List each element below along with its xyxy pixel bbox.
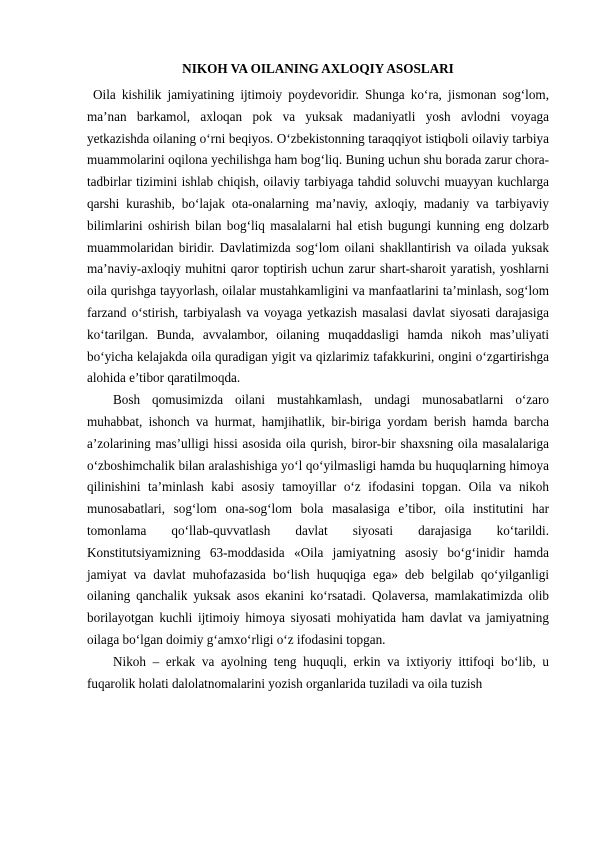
- paragraph-2: Bosh qomusimizda oilani mustahkamlash, undagi munosabatlarni o‘zaro muhabbat, ishonch va hurmat, hamjihatlik, bir-biriga yordam berish hamda barcha a’zolarining mas’ulligi hissi asosida oila qurish, biror-bir shaxsning oila masalalariga o‘zboshimchalik bilan aralashishiga yo‘l qo‘yilmasligi hamda bu huquqlarning himoya qilinishini ta’minlash kabi asosiy tamoyillar o‘z ifodasini topgan. Oila va nikoh munosabatlari, sog‘lom ona-sog‘lom bola masalasiga e’tibor, oila institutini har tomonlama qo‘llab-quvvatlash davlat siyosati darajasiga ko‘tarildi. Konstitutsiyamizning 63-moddasida «Oila jamiyatning asosiy bo‘g‘inidir hamda jamiyat va davlat muhofazasida bo‘lish huquqiga ega» deb belgilab qo‘yilganligi oilaning qanchalik yuksak asos ekanini ko‘rsatadi. Qolaversa, mamlakatimizda olib borilayotgan kuchli ijtimoiy himoya siyosati mohiyatida ham davlat va jamiyatning oilaga bo‘lgan doimiy g‘amxo‘rligi o‘z ifodasini topgan.: [87, 392, 549, 647]
- document-title: NIKOH VA OILANING AXLOQIY ASOSLARI: [182, 61, 454, 76]
- paragraph-3: Nikoh – erkak va ayolning teng huquqli, erkin va ixtiyoriy ittifoqi bo‘lib, u fuqarolik holati dalolatnomalarini yozish organlarida tuziladi va oila tuzish: [87, 653, 549, 691]
- paragraph-1: Oila kishilik jamiyatining ijtimoiy poydevoridir. Shunga ko‘ra, jismonan sog‘lom, ma’nan barkamol, axloqan pok va yuksak madaniyatli yosh avlodni voyaga yetkazishda oilaning o‘rni beqiyos. O‘zbekistonning taraqqiyot istiqboli oilaviy tarbiya muammolarini oqilona yechilishga ham bog‘liq. Buning uchun shu borada zarur chora-tadbirlar tizimini ishlab chiqish, oilaviy tarbiyaga tahdid soluvchi muayyan kuchlarga qarshi kurashib, bo‘lajak ota-onalarning ma’naviy, axloqiy, madaniy va tarbiyaviy bilimlarini oshirish bilan bog‘liq masalalarni hal etish bugungi kunning eng dolzarb muammolaridan biridir. Davlatimizda sog‘lom oilani shakllantirish va oilada yuksak ma’naviy-axloqiy muhitni qaror toptirish uchun zarur shart-sharoit yaratish, yoshlarni oila qurishga tayyorlash, oilalar mustahkamligini va manfaatlarini ta’minlash, sog‘lom farzand o‘stirish, tarbiyalash va voyaga yetkazish masalasi davlat siyosati darajasiga ko‘tarilgan. Bunda, avvalambor, oilaning muqaddasligi hamda nikoh mas’uliyati bo‘yicha kelajakda oila quradigan yigit va qizlarimiz tafakkurini, ongini o‘zgartirishga alohida e’tibor qaratilmoqda.: [87, 87, 549, 386]
